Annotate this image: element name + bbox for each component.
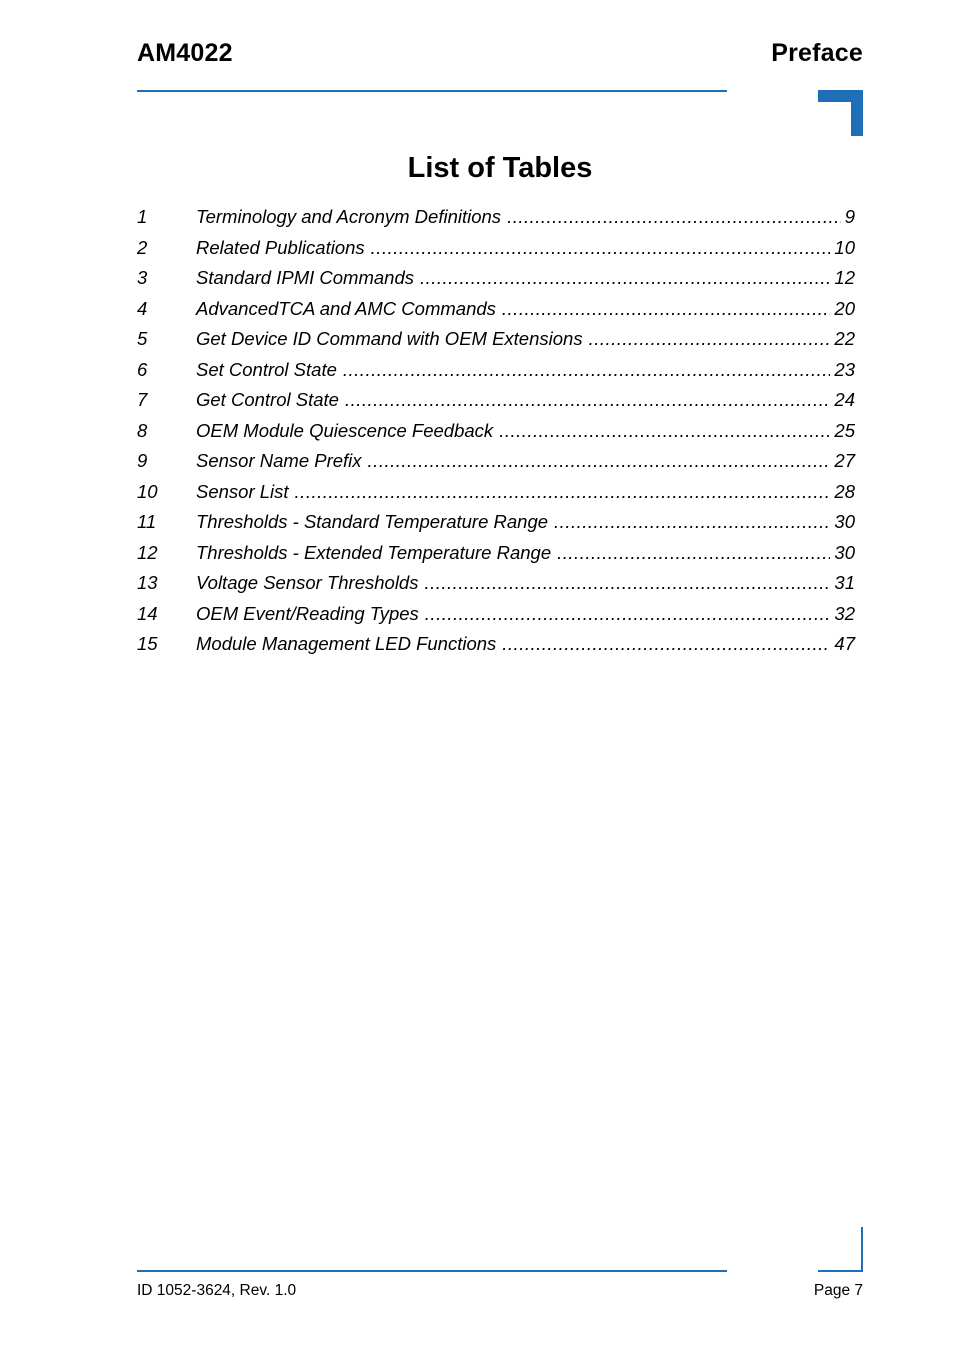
toc-entry[interactable] — [137, 355, 855, 386]
toc-entry-title[interactable]: Set Control State — [196, 358, 337, 380]
toc-leader-dots — [295, 477, 831, 508]
toc-entry-title[interactable]: Terminology and Acronym Definitions — [196, 206, 502, 227]
header-divider — [137, 90, 727, 92]
toc-leader-dots — [420, 263, 830, 294]
toc-entry-page[interactable]: 30 — [834, 511, 855, 532]
toc-entry[interactable] — [137, 324, 855, 355]
toc-entry-title[interactable]: Standard IPMI Commands — [196, 267, 414, 288]
footer-page-number: Page 7 — [813, 1282, 863, 1299]
toc-entry-page[interactable]: 28 — [834, 480, 855, 502]
toc-entry[interactable] — [137, 599, 855, 630]
toc-entry[interactable] — [137, 202, 855, 233]
toc-entry-title[interactable]: Thresholds - Standard Temperature Range — [196, 511, 549, 532]
toc-entry-page[interactable]: 47 — [834, 633, 855, 654]
toc-entry-page[interactable]: 32 — [834, 602, 855, 624]
toc-entry-page[interactable]: 22 — [834, 328, 855, 349]
toc-entry-title[interactable]: Sensor Name Prefix — [196, 450, 362, 471]
toc-entry-number: 6 — [137, 358, 148, 380]
toc-entry[interactable] — [137, 629, 855, 660]
toc-entry-title[interactable]: AdvancedTCA and AMC Commands — [196, 297, 496, 319]
toc-leader-dots — [371, 233, 831, 264]
toc-entry-title[interactable]: Voltage Sensor Thresholds — [196, 572, 419, 593]
toc-entry[interactable] — [137, 538, 855, 569]
toc-leader-dots — [502, 629, 830, 660]
toc-entry[interactable] — [137, 507, 855, 538]
header-corner-mark — [818, 90, 863, 136]
toc-entry-number: 4 — [137, 297, 148, 319]
toc-entry-title[interactable]: Module Management LED Functions — [196, 633, 497, 654]
toc-entry-page[interactable]: 27 — [834, 450, 855, 471]
toc-entry-page[interactable]: 20 — [834, 297, 855, 319]
toc-entry-number: 14 — [137, 602, 158, 624]
toc-entry-number: 1 — [137, 206, 148, 227]
toc-entry[interactable] — [137, 233, 855, 264]
toc-entry[interactable] — [137, 477, 855, 508]
toc-leader-dots — [589, 324, 831, 355]
toc-entry-page[interactable]: 24 — [834, 389, 855, 410]
toc-leader-dots — [554, 507, 830, 538]
toc-entry-title[interactable]: OEM Event/Reading Types — [196, 602, 419, 624]
toc-entry-number: 5 — [137, 328, 148, 349]
toc-entry-title[interactable]: Related Publications — [196, 236, 365, 258]
header-section-title: Preface — [771, 39, 863, 67]
toc-entry-page[interactable]: 9 — [844, 206, 855, 227]
header-doc-name: AM4022 — [137, 39, 233, 67]
toc-leader-dots — [345, 385, 830, 416]
toc-entry-number: 7 — [137, 389, 148, 410]
toc-entry[interactable] — [137, 385, 855, 416]
toc-entry-page[interactable]: 30 — [834, 541, 855, 563]
toc-entry[interactable] — [137, 446, 855, 477]
toc-entry-number: 13 — [137, 572, 158, 593]
toc-entry-number: 10 — [137, 480, 158, 502]
toc-leader-dots — [499, 416, 830, 447]
list-of-tables — [137, 202, 855, 660]
toc-entry-title[interactable]: Get Control State — [196, 389, 339, 410]
toc-entry-number: 12 — [137, 541, 158, 563]
toc-leader-dots — [343, 355, 831, 386]
toc-entry-number: 11 — [137, 511, 157, 532]
toc-entry[interactable] — [137, 294, 855, 325]
toc-entry-title[interactable]: OEM Module Quiescence Feedback — [196, 419, 494, 441]
toc-entry[interactable] — [137, 568, 855, 599]
toc-entry-number: 9 — [137, 450, 148, 471]
toc-entry-number: 2 — [137, 236, 148, 258]
toc-entry-title[interactable]: Get Device ID Command with OEM Extensions — [196, 328, 583, 349]
toc-entry[interactable] — [137, 416, 855, 447]
toc-leader-dots — [507, 202, 841, 233]
page-title: List of Tables — [407, 152, 593, 184]
toc-entry-page[interactable]: 31 — [834, 572, 855, 593]
toc-entry-page[interactable]: 10 — [834, 236, 855, 258]
toc-leader-dots — [368, 446, 831, 477]
toc-entry-number: 8 — [137, 419, 148, 441]
toc-entry-page[interactable]: 25 — [834, 419, 855, 441]
footer-doc-id: ID 1052-3624, Rev. 1.0 — [137, 1282, 297, 1299]
toc-leader-dots — [425, 599, 831, 630]
toc-entry-number: 15 — [137, 633, 158, 654]
toc-entry-title[interactable]: Sensor List — [196, 480, 289, 502]
toc-entry-number: 3 — [137, 267, 148, 288]
footer-divider — [137, 1270, 727, 1272]
footer-corner-mark — [818, 1227, 863, 1272]
toc-entry-page[interactable]: 12 — [834, 267, 855, 288]
toc-entry-page[interactable]: 23 — [834, 358, 855, 380]
toc-entry[interactable] — [137, 263, 855, 294]
toc-leader-dots — [424, 568, 830, 599]
toc-leader-dots — [557, 538, 830, 569]
toc-entry-title[interactable]: Thresholds - Extended Temperature Range — [196, 541, 552, 563]
toc-leader-dots — [502, 294, 831, 325]
